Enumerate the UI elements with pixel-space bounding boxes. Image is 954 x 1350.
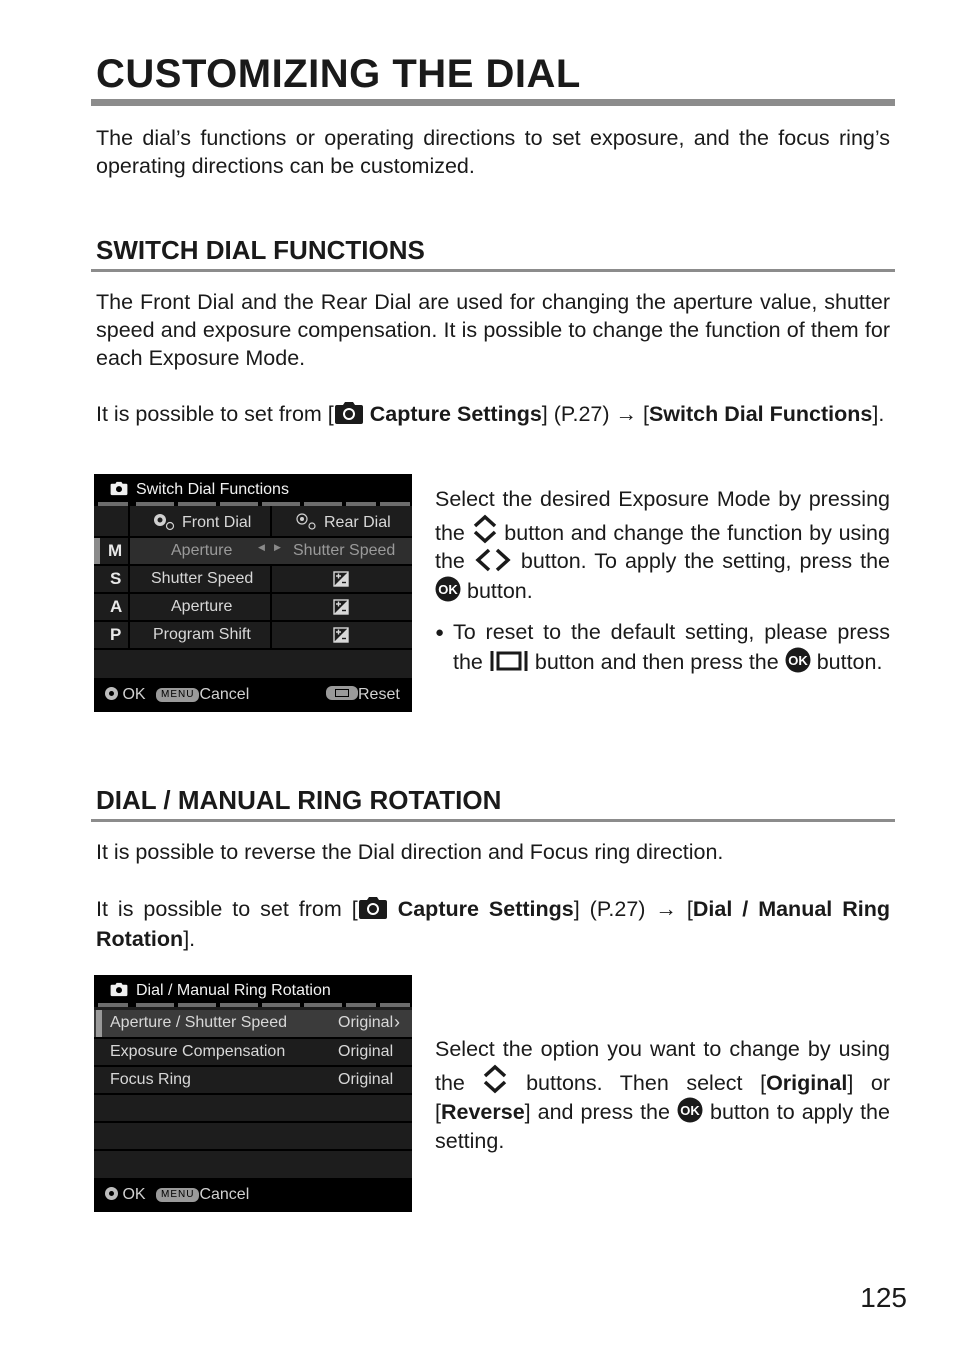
reset-button-icon <box>326 686 358 700</box>
screen-title: Dial / Manual Ring Rotation <box>136 982 331 999</box>
cancel-hint[interactable]: MENU Cancel <box>156 678 249 712</box>
rear-dial-header: Rear Dial <box>324 514 391 531</box>
svg-text:OK: OK <box>680 1103 700 1118</box>
svg-text:OK: OK <box>787 652 808 668</box>
screen-title: Switch Dial Functions <box>136 481 289 498</box>
switch-dial-path: It is possible to set from [ Capture Settings] (P.27) → [Switch Dial Functions]. <box>96 402 885 426</box>
exposure-compensation-icon <box>333 571 349 587</box>
front-dial-header: Front Dial <box>182 514 252 531</box>
page-title: CUSTOMIZING THE DIAL <box>96 52 581 96</box>
title-rule <box>91 99 895 106</box>
rotation-path: It is possible to set from [ Capture Settings] (P.27) → [Dial / Manual Ring Rotation]. <box>96 897 890 951</box>
svg-text:OK: OK <box>438 581 458 597</box>
camera-icon <box>334 401 364 425</box>
screen-footer <box>94 1178 412 1212</box>
exposure-compensation-icon <box>333 627 349 643</box>
camera-icon <box>110 982 128 997</box>
up-down-arrows-icon <box>482 1064 508 1094</box>
left-right-arrows-icon <box>473 548 513 572</box>
page-number: 125 <box>860 1282 907 1313</box>
section-rule <box>91 819 895 822</box>
ok-button-icon <box>785 647 811 673</box>
screen-title-bar <box>94 474 412 506</box>
right-arrow-icon: ▶ <box>274 542 281 552</box>
front-dial-icon <box>152 512 176 532</box>
ok-button-icon <box>435 576 461 602</box>
reset-button-icon <box>489 649 529 673</box>
camera-icon <box>358 896 388 920</box>
reset-bullet: ● To reset to the default setting, please press the button and then press the OK button. <box>435 620 890 674</box>
ok-dot-icon <box>105 1187 118 1200</box>
section-rule <box>91 269 895 272</box>
screen-footer <box>94 678 412 712</box>
switch-dial-body: The Front Dial and the Rear Dial are used for changing the aperture value, shutter speed and exposure compensation. It is possible to change the function of them for each Exposure Mode. <box>96 290 890 370</box>
rotation-instructions: Select the option you want to change by using the buttons. Then select [Original] or [Reverse] and press the OK button to apply the setting. <box>435 1037 890 1153</box>
switch-dial-heading: SWITCH DIAL FUNCTIONS <box>96 235 425 265</box>
switch-dial-screen: Switch Dial Functions Front Dial Rear Dial M Aperture ◀ ▶ Shutter Speed S Shutter Speed A Aperture P Program Shift OK MENU Cancel Reset <box>94 474 412 712</box>
screen-title-bar <box>94 975 412 1007</box>
intro-text: The dial’s functions or operating directions to set exposure, and the focus ring’s operating directions can be customized. <box>96 126 890 178</box>
switch-dial-instructions: Select the desired Exposure Mode by pressing the button and change the function by using the button. To apply the setting, press the OK button. <box>435 487 890 603</box>
rotation-screen: Dial / Manual Ring Rotation Aperture / Shutter Speed Original › Exposure Compensation Original Focus Ring Original OK MENU Cancel <box>94 975 412 1212</box>
ok-dot-icon <box>105 687 118 700</box>
rear-dial-icon <box>294 512 318 532</box>
rotation-heading: DIAL / MANUAL RING ROTATION <box>96 785 502 815</box>
camera-icon <box>110 481 128 496</box>
reset-hint[interactable]: Reset <box>326 678 400 712</box>
left-arrow-icon: ◀ <box>258 542 265 552</box>
chevron-right-icon: › <box>394 1012 400 1032</box>
ok-hint[interactable]: OK <box>105 678 146 712</box>
ok-hint[interactable]: OK <box>105 1178 146 1212</box>
rotation-body: It is possible to reverse the Dial direction and Focus ring direction. <box>96 840 724 864</box>
cancel-hint[interactable]: MENU Cancel <box>156 1178 249 1212</box>
up-down-arrows-icon <box>472 514 498 544</box>
exposure-compensation-icon <box>333 599 349 615</box>
ok-button-icon <box>677 1097 703 1123</box>
